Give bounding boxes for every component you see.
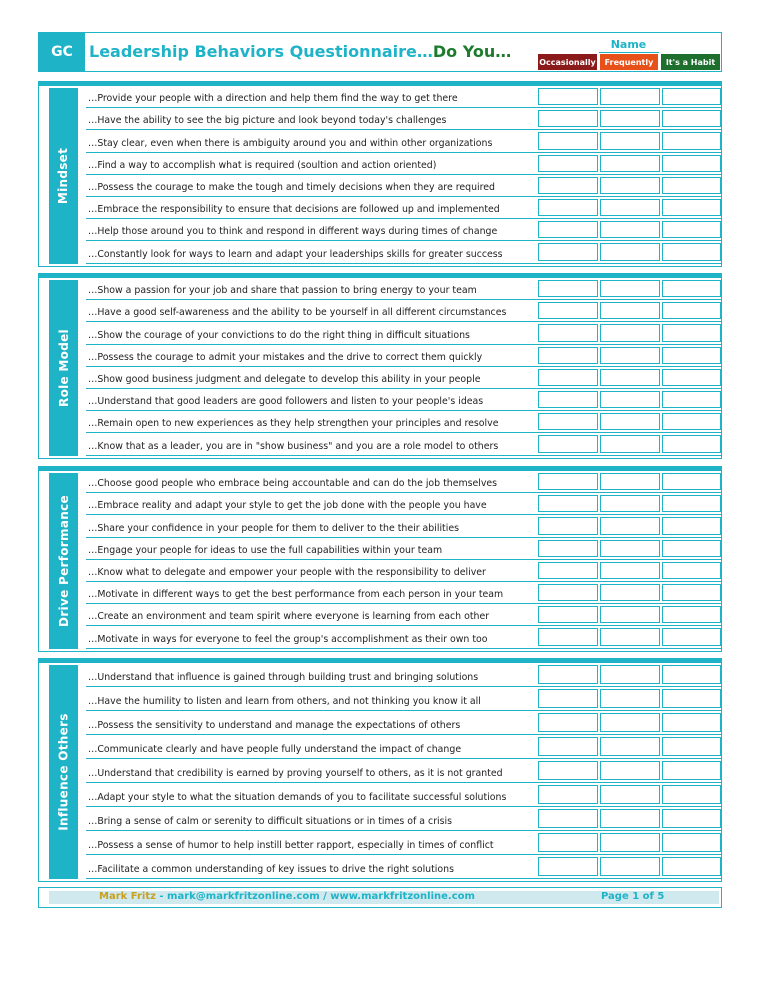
answer-box-occasionally[interactable] (538, 785, 598, 804)
answer-box-frequently[interactable] (600, 435, 660, 452)
question-text: …Engage your people for ideas to use the full capabilities within your team (88, 544, 443, 556)
answer-box-occasionally[interactable] (538, 689, 598, 708)
answer-box-frequently[interactable] (600, 369, 660, 386)
answer-box-habit[interactable] (662, 833, 721, 852)
question-text: …Show the courage of your convictions to do the right thing in difficult situations (88, 329, 470, 341)
answer-box-habit[interactable] (662, 495, 721, 512)
question-text: …Stay clear, even when there is ambiguity around you and within other organizations (88, 137, 493, 149)
legend-frequently: Frequently (600, 54, 658, 70)
answer-box-habit[interactable] (662, 713, 721, 732)
answer-box-habit[interactable] (662, 857, 721, 876)
question-row (86, 197, 721, 219)
answer-box-habit[interactable] (662, 761, 721, 780)
answer-box-frequently[interactable] (600, 689, 660, 708)
question-row (86, 367, 721, 389)
section-drive-performance (38, 466, 722, 652)
answer-box-occasionally[interactable] (538, 155, 598, 172)
answer-box-occasionally[interactable] (538, 132, 598, 149)
question-row (86, 322, 721, 344)
section-side-label (49, 280, 78, 456)
answer-box-frequently[interactable] (600, 761, 660, 780)
question-text: …Facilitate a common understanding of key issues to drive the right solutions (88, 864, 454, 875)
question-row (86, 389, 721, 411)
question-text: …Choose good people who embrace being accountable and can do the job themselves (88, 478, 498, 490)
answer-box-habit[interactable] (662, 562, 721, 579)
section-label: Drive Performance (56, 494, 71, 627)
answer-box-occasionally[interactable] (538, 243, 598, 260)
answer-box-frequently[interactable] (600, 302, 660, 319)
answer-box-frequently[interactable] (600, 199, 660, 216)
answer-box-habit[interactable] (662, 110, 721, 127)
answer-box-habit[interactable] (662, 584, 721, 601)
answer-box-habit[interactable] (662, 155, 721, 172)
section-side-label (49, 665, 78, 879)
answer-box-occasionally[interactable] (538, 369, 598, 386)
answer-box-habit[interactable] (662, 628, 721, 645)
header (38, 32, 722, 72)
answer-box-habit[interactable] (662, 302, 721, 319)
page-number: Page 1 of 5 (601, 891, 665, 902)
answer-box-habit[interactable] (662, 473, 721, 490)
answer-box-habit[interactable] (662, 280, 721, 297)
answer-box-occasionally[interactable] (538, 110, 598, 127)
answer-box-occasionally[interactable] (538, 221, 598, 238)
question-text: …Have the ability to see the big picture and look beyond today's challenges (88, 115, 447, 127)
answer-box-frequently[interactable] (600, 785, 660, 804)
answer-box-occasionally[interactable] (538, 833, 598, 852)
answer-box-frequently[interactable] (600, 177, 660, 194)
answer-box-frequently[interactable] (600, 562, 660, 579)
answer-box-occasionally[interactable] (538, 199, 598, 216)
answer-box-occasionally[interactable] (538, 857, 598, 876)
question-row (86, 807, 721, 831)
answer-box-occasionally[interactable] (538, 628, 598, 645)
answer-box-habit[interactable] (662, 369, 721, 386)
question-row (86, 219, 721, 241)
answer-box-habit[interactable] (662, 391, 721, 408)
answer-box-frequently[interactable] (600, 606, 660, 623)
question-row (86, 411, 721, 433)
name-field[interactable] (536, 33, 721, 51)
section-influence-others (38, 658, 722, 882)
answer-box-habit[interactable] (662, 540, 721, 557)
section-label: Mindset (56, 147, 71, 204)
answer-box-frequently[interactable] (600, 584, 660, 601)
answer-box-habit[interactable] (662, 199, 721, 216)
question-row (86, 604, 721, 626)
question-text: …Possess the sensitivity to understand and manage the expectations of others (88, 720, 461, 731)
section-label: Influence Others (56, 713, 71, 831)
answer-box-habit[interactable] (662, 785, 721, 804)
answer-box-frequently[interactable] (600, 628, 660, 645)
answer-box-occasionally[interactable] (538, 435, 598, 452)
name-label: Name (599, 38, 659, 53)
question-row (86, 493, 721, 515)
answer-box-occasionally[interactable] (538, 177, 598, 194)
answer-box-habit[interactable] (662, 413, 721, 430)
question-text: …Share your confidence in your people for them to deliver to the their abilities (88, 522, 459, 534)
question-text: …Provide your people with a direction and help them find the way to get there (88, 93, 458, 105)
answer-box-occasionally[interactable] (538, 495, 598, 512)
footer (38, 887, 722, 908)
question-text: …Help those around you to think and respond in different ways during times of change (88, 226, 498, 238)
answer-box-occasionally[interactable] (538, 606, 598, 623)
question-text: …Understand that influence is gained through building trust and bringing solutions (88, 672, 479, 683)
answer-box-habit[interactable] (662, 221, 721, 238)
answer-box-occasionally[interactable] (538, 413, 598, 430)
question-row (86, 783, 721, 807)
answer-box-occasionally[interactable] (538, 713, 598, 732)
section-side-label (49, 88, 78, 264)
question-text: …Possess a sense of humor to help instill better rapport, especially in times of conflict (88, 840, 494, 851)
answer-box-frequently[interactable] (600, 155, 660, 172)
author-contact: - mark@markfritzonline.com / www.markfritzonline.com (155, 891, 475, 902)
answer-box-frequently[interactable] (600, 110, 660, 127)
answer-box-occasionally[interactable] (538, 761, 598, 780)
question-text: …Know that as a leader, you are in "show business" and you are a role model to others (88, 440, 499, 452)
title-tail: Do You… (432, 42, 512, 61)
answer-box-habit[interactable] (662, 347, 721, 364)
answer-box-occasionally[interactable] (538, 473, 598, 490)
section-label: Role Model (56, 328, 71, 407)
answer-box-frequently[interactable] (600, 540, 660, 557)
answer-box-habit[interactable] (662, 517, 721, 534)
answer-box-frequently[interactable] (600, 809, 660, 828)
question-text: …Understand that credibility is earned by proving yourself to others, as it is not granted (88, 768, 503, 779)
question-row (86, 582, 721, 604)
answer-box-frequently[interactable] (600, 391, 660, 408)
question-row (86, 345, 721, 367)
answer-box-frequently[interactable] (600, 324, 660, 341)
answer-box-frequently[interactable] (600, 665, 660, 684)
question-row (86, 108, 721, 130)
answer-box-frequently[interactable] (600, 713, 660, 732)
answer-box-occasionally[interactable] (538, 391, 598, 408)
answer-box-habit[interactable] (662, 809, 721, 828)
answer-box-occasionally[interactable] (538, 540, 598, 557)
legend-habit: It's a Habit (661, 54, 720, 70)
question-text: …Have the humility to listen and learn from others, and not thinking you know it all (88, 696, 481, 707)
question-text: …Possess the courage to make the tough and timely decisions when they are required (88, 181, 495, 193)
answer-box-occasionally[interactable] (538, 280, 598, 297)
footer-author (99, 891, 475, 902)
answer-box-occasionally[interactable] (538, 88, 598, 105)
question-row (86, 433, 721, 455)
question-row (86, 560, 721, 582)
question-text: …Have a good self-awareness and the ability to be yourself in all different circumstances (88, 307, 507, 319)
answer-box-frequently[interactable] (600, 132, 660, 149)
question-text: …Constantly look for ways to learn and adapt your leaderships skills for greater success (88, 248, 503, 260)
question-row (86, 278, 721, 300)
answer-box-frequently[interactable] (600, 347, 660, 364)
legend-occasionally: Occasionally (538, 54, 597, 70)
answer-box-occasionally[interactable] (538, 665, 598, 684)
answer-box-habit[interactable] (662, 435, 721, 452)
question-row (86, 831, 721, 855)
question-text: …Communicate clearly and have people fully understand the impact of change (88, 744, 462, 755)
page-title (89, 42, 511, 61)
question-text: …Show a passion for your job and share that passion to bring energy to your team (88, 285, 477, 297)
section-role-model (38, 273, 722, 459)
title-main: Leadership Behaviors Questionnaire… (89, 42, 433, 61)
question-row (86, 300, 721, 322)
answer-box-frequently[interactable] (600, 221, 660, 238)
question-row (86, 130, 721, 152)
answer-box-frequently[interactable] (600, 857, 660, 876)
question-text: …Bring a sense of calm or serenity to difficult situations or in times of a crisis (88, 816, 453, 827)
answer-box-habit[interactable] (662, 737, 721, 756)
question-text: …Show good business judgment and delegate to develop this ability in your people (88, 373, 481, 385)
answer-box-habit[interactable] (662, 132, 721, 149)
answer-box-habit[interactable] (662, 324, 721, 341)
answer-box-occasionally[interactable] (538, 302, 598, 319)
question-row (86, 735, 721, 759)
answer-box-frequently[interactable] (600, 473, 660, 490)
answer-box-occasionally[interactable] (538, 584, 598, 601)
question-row (86, 663, 721, 687)
question-text: …Remain open to new experiences as they help strengthen your principles and resolve (88, 418, 499, 430)
answer-box-frequently[interactable] (600, 737, 660, 756)
question-text: …Create an environment and team spirit where everyone is learning from each other (88, 611, 490, 623)
question-text: …Find a way to accomplish what is required (soultion and action oriented) (88, 159, 437, 171)
answer-box-frequently[interactable] (600, 280, 660, 297)
answer-box-frequently[interactable] (600, 243, 660, 260)
answer-box-habit[interactable] (662, 665, 721, 684)
answer-box-frequently[interactable] (600, 833, 660, 852)
question-text: …Motivate in different ways to get the best performance from each person in your team (88, 589, 504, 601)
answer-box-frequently[interactable] (600, 495, 660, 512)
answer-box-occasionally[interactable] (538, 737, 598, 756)
question-row (86, 515, 721, 537)
answer-box-occasionally[interactable] (538, 562, 598, 579)
question-row (86, 471, 721, 493)
question-text: …Adapt your style to what the situation demands of you to facilitate successful solutions (88, 792, 507, 803)
question-text: …Embrace the responsibility to ensure that decisions are followed up and implemented (88, 204, 500, 216)
answer-box-habit[interactable] (662, 177, 721, 194)
question-row (86, 687, 721, 711)
question-row (86, 175, 721, 197)
question-row (86, 855, 721, 879)
question-row (86, 626, 721, 648)
answer-box-habit[interactable] (662, 689, 721, 708)
answer-box-frequently[interactable] (600, 88, 660, 105)
gc-logo: GC (39, 33, 85, 71)
answer-box-habit[interactable] (662, 88, 721, 105)
question-row (86, 86, 721, 108)
answer-box-frequently[interactable] (600, 517, 660, 534)
answer-box-occasionally[interactable] (538, 347, 598, 364)
question-row (86, 153, 721, 175)
question-row (86, 241, 721, 263)
question-text: …Motivate in ways for everyone to feel the group's accomplishment as their own too (88, 633, 488, 645)
answer-box-occasionally[interactable] (538, 809, 598, 828)
answer-box-occasionally[interactable] (538, 324, 598, 341)
question-text: …Understand that good leaders are good followers and listen to your people's ideas (88, 396, 484, 408)
section-side-label (49, 473, 78, 649)
question-row (86, 538, 721, 560)
answer-box-occasionally[interactable] (538, 517, 598, 534)
answer-box-habit[interactable] (662, 606, 721, 623)
author-name: Mark Fritz (99, 891, 156, 902)
answer-box-habit[interactable] (662, 243, 721, 260)
answer-box-frequently[interactable] (600, 413, 660, 430)
section-mindset (38, 81, 722, 267)
question-text: …Possess the courage to admit your mistakes and the drive to correct them quickly (88, 351, 483, 363)
question-text: …Know what to delegate and empower your people with the responsibility to deliver (88, 566, 486, 578)
question-row (86, 711, 721, 735)
question-row (86, 759, 721, 783)
question-text: …Embrace reality and adapt your style to get the job done with the people you have (88, 500, 487, 512)
